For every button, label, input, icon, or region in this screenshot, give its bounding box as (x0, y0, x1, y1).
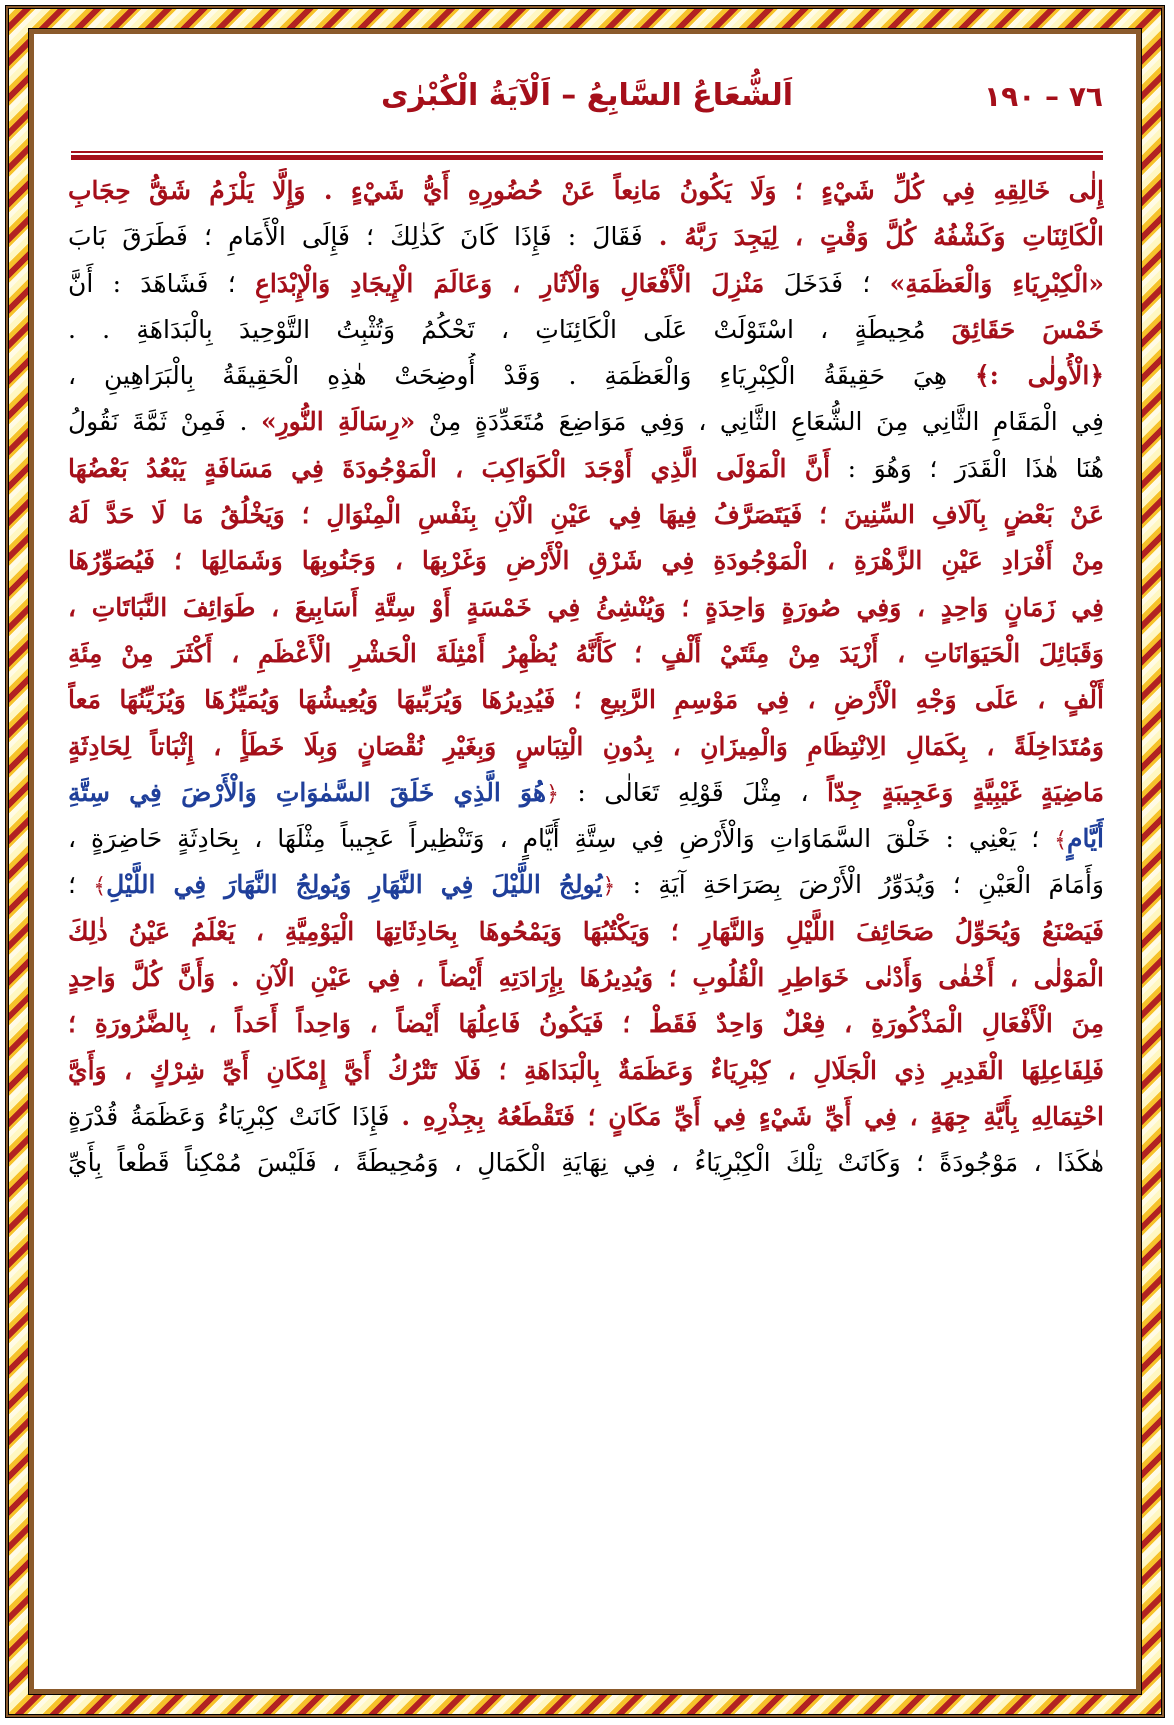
text-segment: ؛ فَدَخَلَ (764, 268, 890, 298)
text-line (68, 1001, 1104, 1047)
text-segment: إِلٰى خَالِقِهِ فِي كُلِّ شَيْءٍ ؛ وَلَا يَكُونُ مَانِعاً عَنْ حُضُورِهِ أَيُّ شَيْءٍ . وَإِلَّا يَلْزَمُ شَقُّ حِجَابِ (68, 176, 1104, 205)
verse-bracket-ornament: ﴿ (546, 781, 559, 807)
text-line (68, 1140, 1104, 1186)
text-line (68, 909, 1104, 955)
text-line (68, 816, 1104, 862)
text-segment: . فَمِنْ ثَمَّةَ نَقُولُ (68, 407, 261, 437)
text-segment: «الْكِبْرِيَاءِ وَالْعَظَمَةِ» (889, 268, 1104, 298)
text-line (68, 1048, 1104, 1094)
text-segment: أَنَّ الْمَوْلَى الَّذِي أَوْجَدَ الْكَوَاكِبَ ، الْمَوْجُودَةَ فِي مَسَافَةٍ يَبْعُدُ بَعْضُهَا (68, 453, 831, 483)
page-number: ٧٦ – ١٩٠ (984, 80, 1103, 113)
text-line (68, 862, 1104, 908)
text-line (68, 399, 1104, 445)
header-rule-thick (71, 155, 1103, 160)
text-segment: مُحِيطَةٍ ، اسْتَوْلَتْ عَلَى الْكَائِنَاتِ ، تَحْكُمُ وَتُثْبِتُ التَّوْحِيدَ بِالْبَدَاهَةِ . . (68, 314, 952, 344)
text-segment: ؛ فَشَاهَدَ : أَنَّ (68, 268, 256, 298)
text-segment: ﴿الْأُولٰى :﴾ (975, 361, 1104, 391)
quran-verse: هُوَ الَّذِي خَلَقَ السَّمٰوَاتِ وَالْأَرْضَ فِي سِتَّةِ (68, 777, 547, 807)
text-line (68, 677, 1104, 723)
text-segment: مَنْزِلَ الْأَفْعَالِ وَالْآثَارِ ، وَعَالَمَ الْإِيجَادِ وَالْإِبْدَاعِ (255, 268, 765, 298)
text-segment: «رِسَالَةِ النُّورِ» (260, 407, 416, 437)
text-line (68, 724, 1104, 770)
text-segment: مِنْ أَفْرَادِ عَيْنِ الزَّهْرَةِ ، الْمَوْجُودَةِ فِي شَرْقِ الْأَرْضِ وَغَرْبِهَا ، وَجَنُوبِهَا وَشَمَالِهَا ؛ فَيُصَوِّرُهَا (68, 546, 1104, 576)
text-segment: وَمُتَدَاخِلَةً ، بِكَمَالِ الِانْتِظَامِ وَالْمِيزَانِ ، بِدُونِ الْتِبَاسٍ وَبِغَيْرِ نُقْصَانٍ وَبِلَا خَطَأٍ ، إِثْبَاتاً لِحَادِثَةٍ (68, 731, 1104, 761)
text-segment: فِي زَمَانٍ وَاحِدٍ ، وَفِي صُورَةٍ وَاحِدَةٍ ؛ وَيُنْشِئُ فِي خَمْسَةٍ أَوْ سِتَّةِ أَسَابِيعَ ، طَوَائِفَ النَّبَاتَاتِ ، (68, 592, 1104, 622)
text-line (68, 446, 1104, 492)
quran-verse: أَيَّامٍ (1067, 824, 1104, 854)
text-segment: فَقَالَ : فَإِذَا كَانَ كَذٰلِكَ ؛ فَإِلَى الْأَمَامِ ؛ فَطَرَقَ بَابَ (68, 222, 659, 252)
text-line (68, 585, 1104, 631)
verse-bracket-ornament: ﴾ (93, 874, 107, 900)
page-header (71, 78, 1103, 138)
text-segment: ، مِثْلَ قَوْلِهِ تَعَالٰى : (558, 777, 827, 807)
text-segment: عَنْ بَعْضٍ بِآلَافِ السِّنِينَ ؛ فَيَتَصَرَّفُ فِيهَا فِي عَيْنِ الْآنِ بِنَفْسِ الْمِنْوَالِ ؛ وَيَخْلُقُ مَا لَا حَدَّ لَهُ (68, 500, 1104, 530)
text-segment: وَأَمَامَ الْعَيْنِ ؛ وَيُدَوِّرُ الْأَرْضَ بِصَرَاحَةِ آيَةِ : (615, 870, 1104, 900)
verse-bracket-ornament: ﴿ (602, 874, 616, 900)
text-line (68, 492, 1104, 538)
text-line (68, 770, 1104, 816)
text-segment: ؛ يَعْنِي : خَلْقَ السَّمَاوَاتِ وَالْأَرْضِ فِي سِتَّةِ أَيَّامٍ ، وَتَنْظِيراً عَجِيباً مِثْلَهَا ، بِحَادِثَةٍ حَاضِرَةٍ ، (68, 824, 1055, 854)
text-segment: هُنَا هٰذَا الْقَدَرَ ؛ وَهُوَ : (830, 453, 1104, 483)
text-line (68, 631, 1104, 677)
quran-verse: يُولِجُ اللَّيْلَ فِي النَّهَارِ وَيُولِجُ النَّهَارَ فِي اللَّيْلِ (106, 870, 603, 900)
text-line (68, 261, 1104, 307)
text-segment: هٰكَذَا ، مَوْجُودَةً ؛ وَكَانَتْ تِلْكَ الْكِبْرِيَاءُ ، فِي نِهَايَةِ الْكَمَالِ ، وَمُحِيطَةً ، فَلَيْسَ مُمْكِناً قَطْعاً بِأَيِّ (68, 1148, 1104, 1178)
text-segment: فَإِذَا كَانَتْ كِبْرِيَاءُ وَعَظَمَةُ قُدْرَةٍ (68, 1101, 402, 1131)
text-segment: ؛ (68, 870, 94, 900)
text-line (68, 538, 1104, 584)
header-rule-thin (71, 151, 1103, 153)
text-segment: خَمْسَ حَقَائِقَ (951, 314, 1104, 344)
text-line (68, 307, 1104, 353)
text-segment: فِي الْمَقَامِ الثَّانِي مِنَ الشُّعَاعِ الثَّانِي ، وَفِي مَوَاضِعَ مُتَعَدِّدَةٍ مِنْ (415, 407, 1104, 437)
text-segment: فَلِفَاعِلِهَا الْقَدِيرِ ذِي الْجَلَالِ ، كِبْرِيَاءٌ وَعَظَمَةٌ بِالْبَدَاهَةِ ؛ فَلَا تَتْرُكُ أَيَّ إِمْكَانِ أَيِّ شِرْكٍ ، وَأَيَّ (68, 1055, 1104, 1085)
text-segment: مِنَ الْأَفْعَالِ الْمَذْكُورَةِ ، فِعْلٌ وَاحِدٌ فَقَطْ ؛ فَيَكُونُ فَاعِلُهَا أَيْضاً ، وَاحِداً أَحَداً ، بِالضَّرُورَةِ ؛ (68, 1009, 1104, 1039)
text-segment: مَاضِيَةٍ غَيْبِيَّةٍ وَعَجِيبَةٍ جِدّاً (826, 777, 1104, 807)
body-text (68, 168, 1104, 1187)
running-title: اَلشُّعَاعُ السَّابِعُ – اَلْآيَةُ الْكُبْرٰى (380, 78, 794, 113)
verse-bracket-ornament: ﴾ (1054, 828, 1067, 854)
text-segment: احْتِمَالِهِ بِأَيَّةِ جِهَةٍ ، فِي أَيِّ شَيْءٍ فِي أَيِّ مَكَانٍ ؛ فَتَقْطَعُهُ بِجِذْرِهِ . (401, 1101, 1104, 1131)
text-line (68, 214, 1104, 260)
text-line (68, 1094, 1104, 1140)
text-segment: فَيَصْنَعُ وَيُحَوِّلُ صَحَائِفَ اللَّيْلِ وَالنَّهَارِ ؛ وَيَكْتُبُهَا وَيَمْحُوهَا بِحَادِثَاتِهَا الْيَوْمِيَّةِ ، يَعْلَمُ عَيْنُ ذٰلِكَ (68, 916, 1104, 946)
text-segment: الْكَائِنَاتِ وَكَشْفُهُ كُلَّ وَقْتٍ ، لِيَجِدَ رَبَّهُ . (658, 222, 1104, 252)
text-line (68, 353, 1104, 399)
text-segment: وَقَبَائِلَ الْحَيَوَانَاتِ ، أَزْيَدَ مِنْ مِئَتَيْ أَلْفٍ ؛ كَأَنَّهُ يُظْهِرُ أَمْثِلَةَ الْحَشْرِ الْأَعْظَمِ ، أَكْثَرَ مِنْ مِئَةِ (68, 638, 1104, 668)
text-line (68, 955, 1104, 1001)
text-line (68, 168, 1104, 214)
text-segment: الْمَوْلٰى ، أَخْفٰى وَأَدْنٰى خَوَاطِرِ الْقُلُوبِ ؛ وَيُدِيرُهَا بِإِرَادَتِهِ أَيْضاً ، فِي عَيْنِ الْآنِ . وَأَنَّ كُلَّ وَاحِدٍ (68, 963, 1104, 993)
text-segment: أَلْفٍ ، عَلَى وَجْهِ الْأَرْضِ ، فِي مَوْسِمِ الرَّبِيعِ ؛ فَيُدِيرُهَا وَيُرَبِّيهَا وَيُعِيشُهَا وَيُمَيِّزُهَا وَيُزَيِّنُهَا مَعاً (68, 685, 1104, 715)
text-segment: هِيَ حَقِيقَةُ الْكِبْرِيَاءِ وَالْعَظَمَةِ . وَقَدْ أُوضِحَتْ هٰذِهِ الْحَقِيقَةُ بِالْبَرَاهِينِ ، (68, 361, 976, 391)
